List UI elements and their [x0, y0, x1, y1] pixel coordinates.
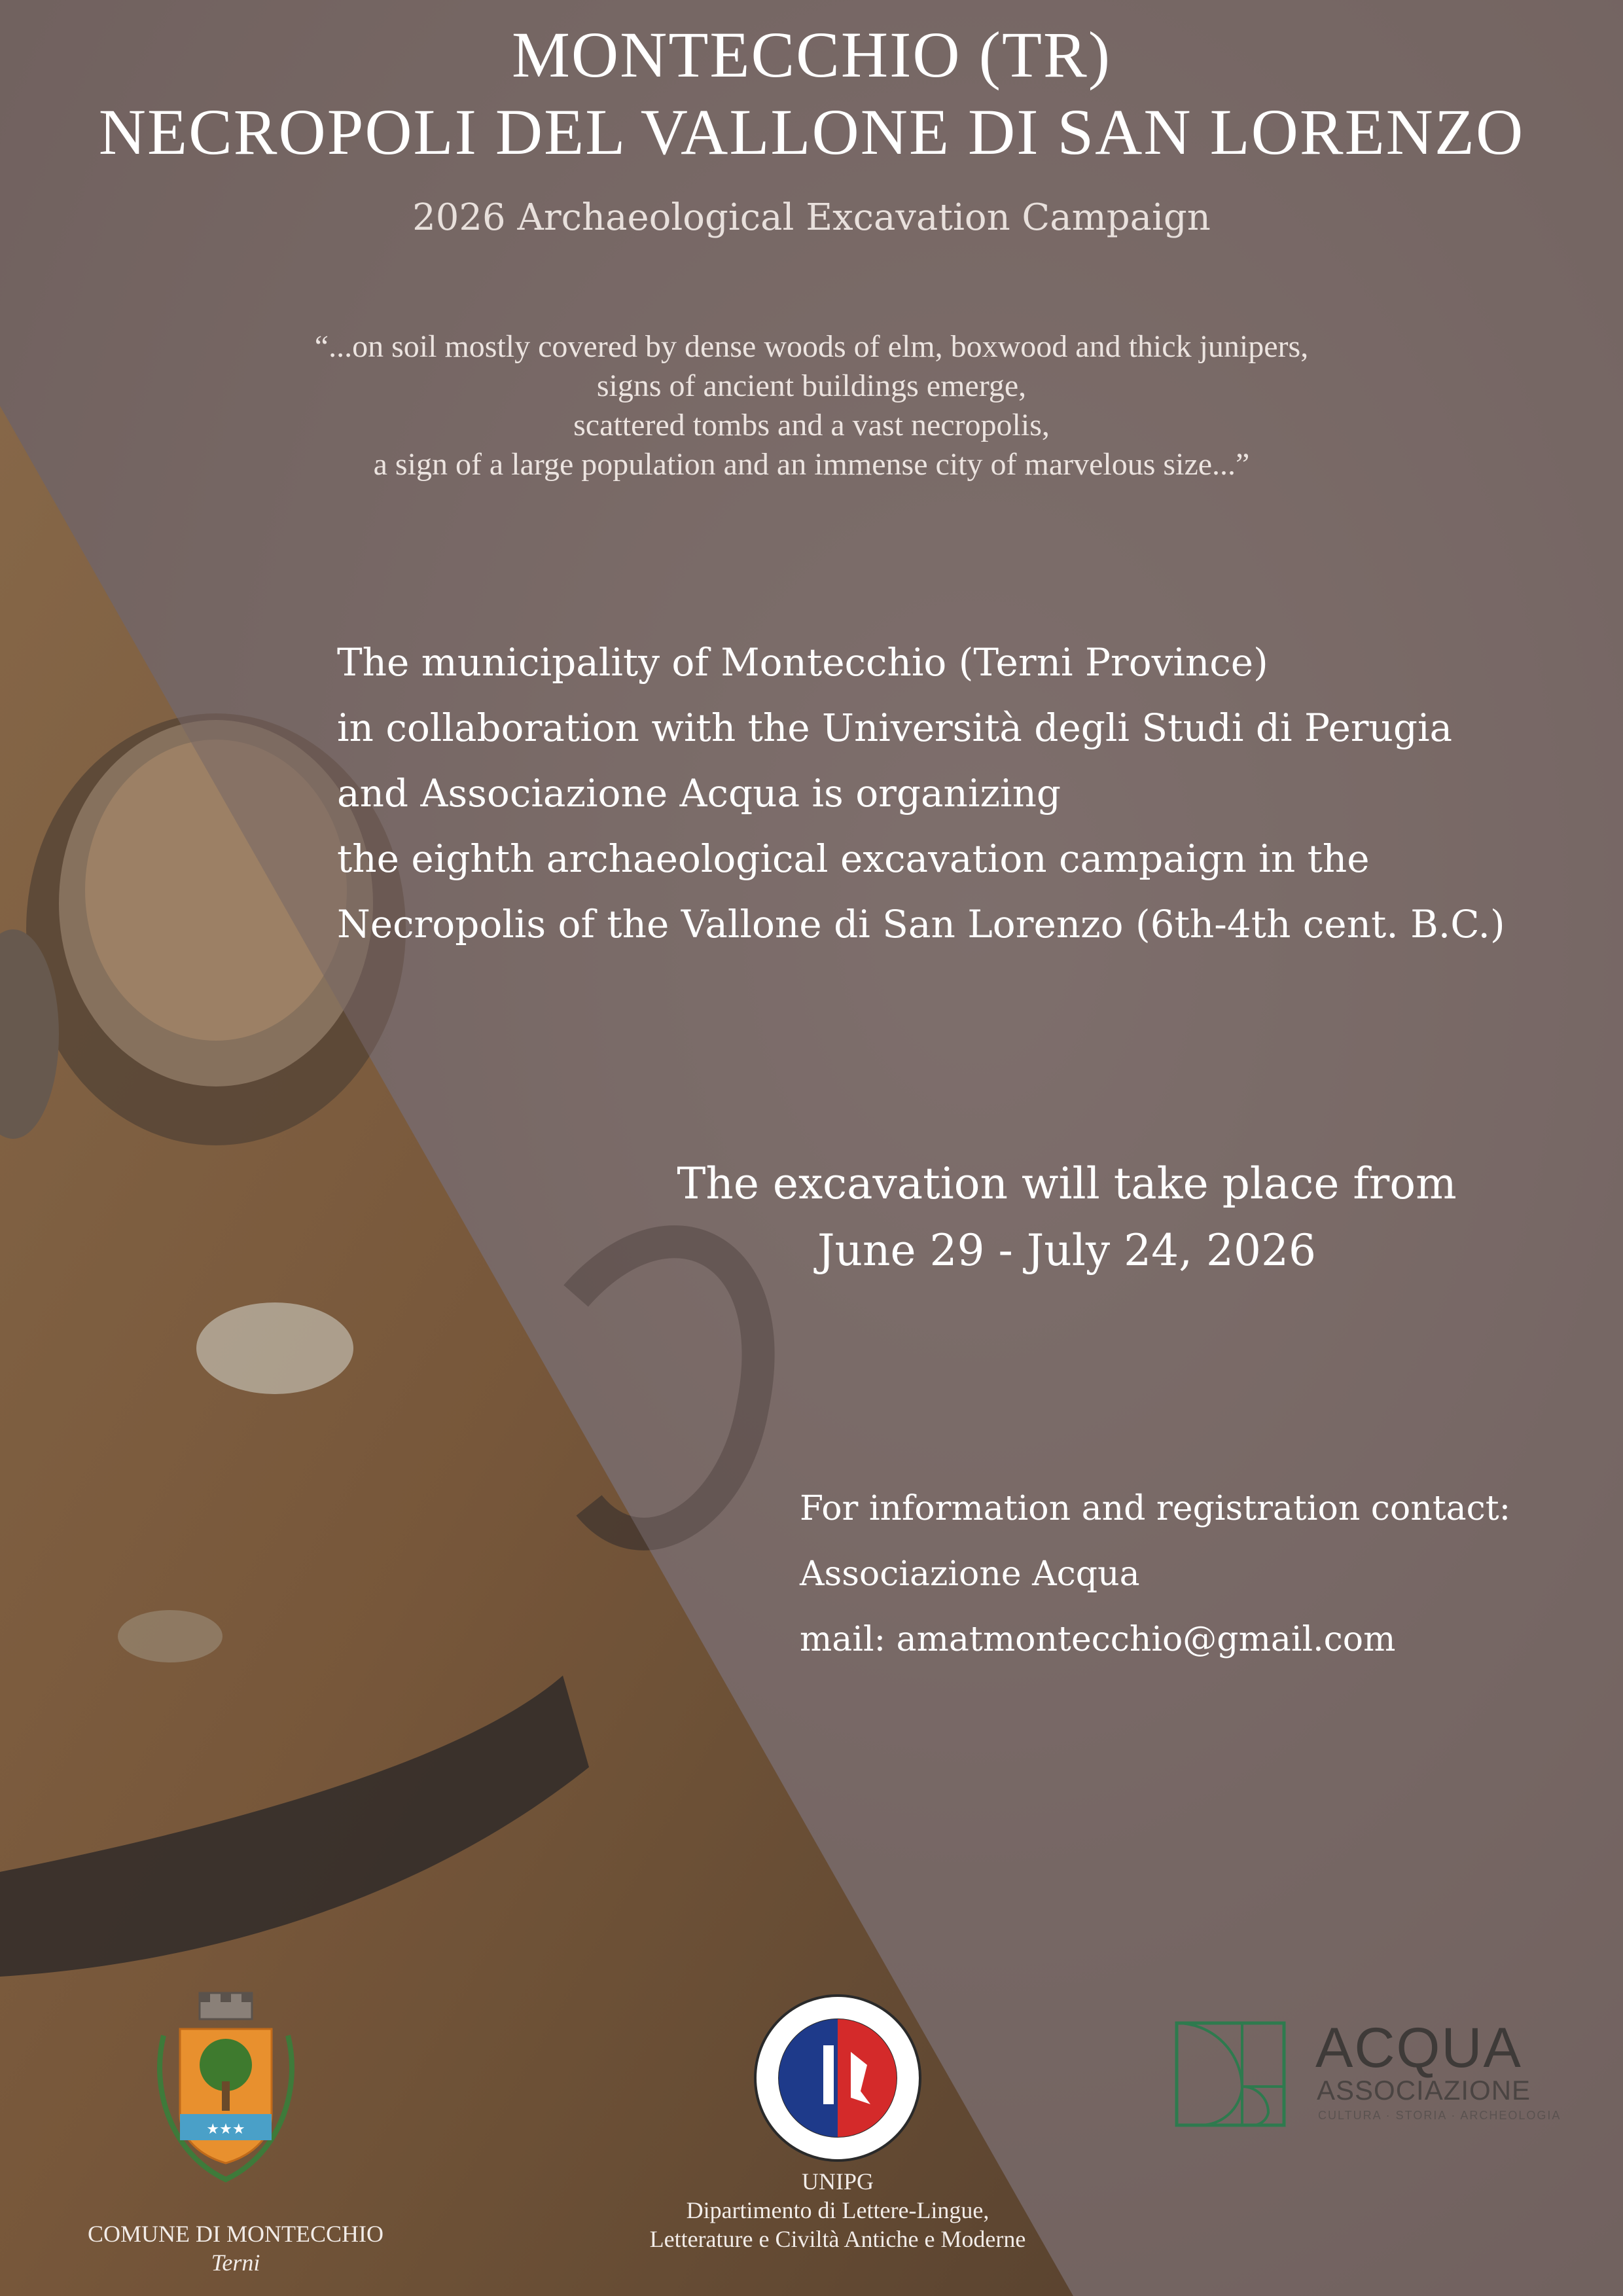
excavation-dates — [543, 1151, 1590, 1284]
dates-range: June 29 - July 24, 2026 — [817, 1225, 1316, 1276]
acqua-logo-tagline: CULTURA · STORIA · ARCHEOLOGIA — [1318, 2109, 1561, 2122]
title-line-1: MONTECCHIO (TR) — [511, 18, 1112, 91]
quote-line: a sign of a large population and an immense city of marvelous size...” — [373, 447, 1250, 482]
unipg-label: UNIPG — [801, 2168, 874, 2195]
historical-quote — [0, 327, 1623, 484]
subtitle: 2026 Archaeological Excavation Campaign — [412, 196, 1211, 239]
announcement-line: Necropolis of the Vallone di San Lorenzo (6th-4th cent. B.C.) — [337, 902, 1505, 946]
announcement-line: and Associazione Acqua is organizing — [337, 771, 1061, 816]
acqua-logo-sub: ASSOCIAZIONE — [1317, 2075, 1531, 2106]
quote-line: scattered tombs and a vast necropolis, — [573, 408, 1050, 442]
announcement-line: The municipality of Montecchio (Terni Province) — [337, 640, 1268, 685]
montecchio-sublabel: Terni — [211, 2250, 260, 2276]
unipg-department-line: Dipartimento di Lettere-Lingue, — [686, 2197, 990, 2223]
title-line-2: NECROPOLI DEL VALLONE DI SAN LORENZO — [98, 96, 1525, 168]
unipg-seal-icon — [753, 1993, 923, 2163]
contact-email[interactable]: mail: amatmontecchio@gmail.com — [800, 1620, 1396, 1659]
contact-info — [800, 1476, 1510, 1672]
contact-organization: Associazione Acqua — [800, 1554, 1140, 1594]
acqua-spiral-icon — [1175, 2021, 1286, 2127]
quote-line: signs of ancient buildings emerge, — [596, 368, 1027, 403]
svg-text:★★★: ★★★ — [206, 2121, 245, 2138]
dates-intro: The excavation will take place from — [677, 1158, 1457, 1209]
acqua-logo-name: ACQUA — [1315, 2017, 1522, 2079]
quote-line: “...on soil mostly covered by dense woods of elm, boxwood and thick junipers, — [314, 329, 1309, 364]
contact-heading: For information and registration contact: — [800, 1489, 1511, 1528]
unipg-department-line: Letterature e Civiltà Antiche e Moderne — [649, 2226, 1026, 2252]
montecchio-label: COMUNE DI MONTECCHIO — [88, 2221, 383, 2247]
announcement-paragraph — [337, 630, 1505, 957]
montecchio-coat-of-arms-icon — [144, 1990, 308, 2186]
announcement-line: the eighth archaeological excavation campaign in the — [337, 836, 1370, 881]
announcement-line: in collaboration with the Università degli Studi di Perugia — [337, 706, 1453, 750]
